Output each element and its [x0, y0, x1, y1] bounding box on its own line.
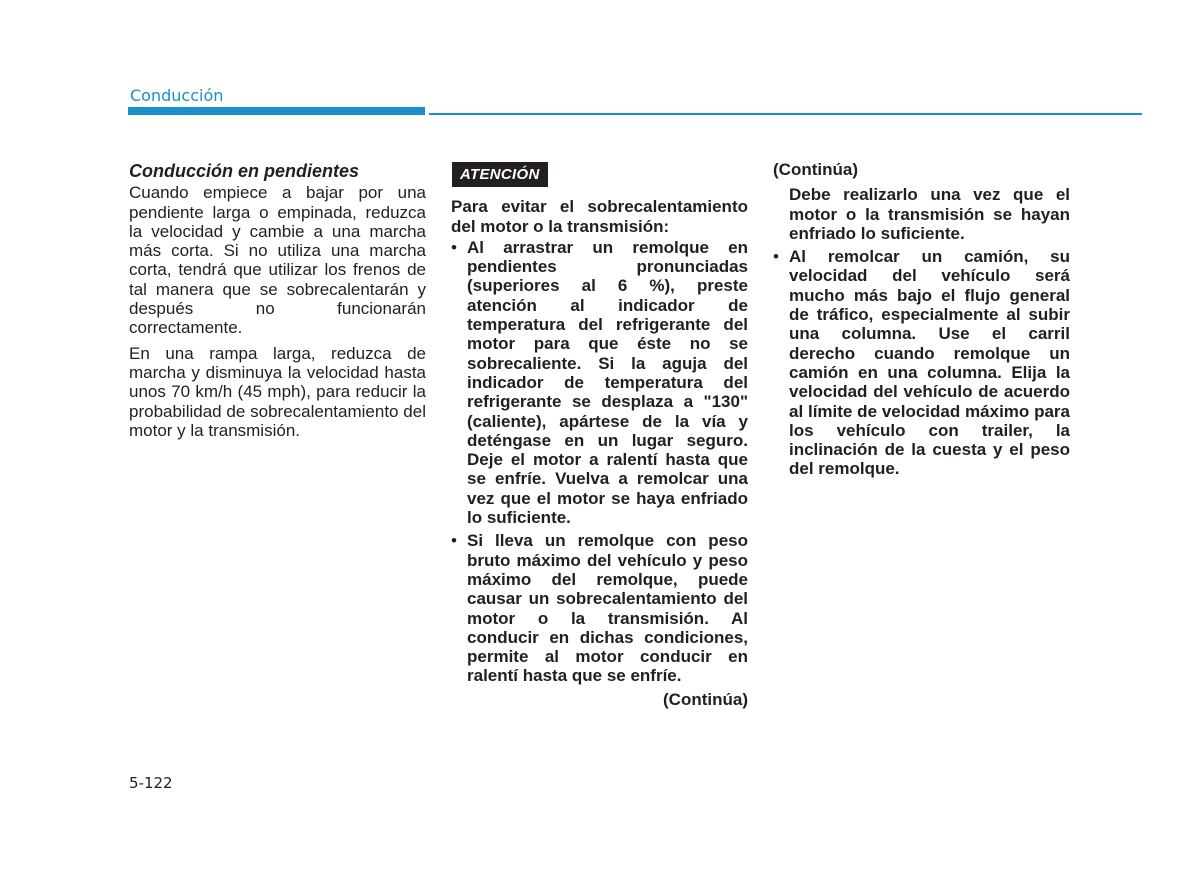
- list-item-text: Al arrastrar un remolque en pendientes pronunciadas (superiores al 6 %), preste atención al indicador de temperatura del refrigerante del motor para que éste no se sobrecaliente. Si la aguja del indicador de temperatura del refrigerante se desplaza a "130" (caliente), apártese de la vía y deténgase en un lugar seguro. Deje el motor a ralentí hasta que se enfríe. Vuelva a remolcar una vez que el motor se haya enfriado lo suficiente.: [467, 237, 748, 528]
- continued-marker: (Continúa): [663, 689, 748, 709]
- page-number: 5-122: [129, 774, 173, 792]
- bullet-icon: •: [773, 247, 779, 267]
- list-item: [451, 238, 748, 527]
- continued-text: Debe realizarlo una vez que el motor o la transmisión se hayan enfriado lo suficiente.: [789, 185, 1070, 243]
- attention-badge: ATENCIÓN: [452, 162, 548, 187]
- column-right: [773, 160, 1070, 483]
- attention-intro: Para evitar el sobrecalentamiento del motor o la transmisión:: [451, 197, 748, 236]
- list-item: [451, 531, 748, 685]
- paragraph: En una rampa larga, reduzca de marcha y disminuya la velocidad hasta unos 70 km/h (45 mph), para reducir la probabilidad de sobrecalentamiento del motor y la transmisión.: [129, 343, 426, 440]
- header-rule-thick: [128, 107, 425, 115]
- column-left: [129, 160, 426, 446]
- section-heading: Conducción en pendientes: [129, 161, 360, 181]
- column-middle: [451, 160, 748, 709]
- list-item: [773, 247, 1070, 479]
- list-item-text: Si lleva un remolque con peso bruto máximo del vehículo y peso máximo del remolque, puede causar un sobrecalentamiento del motor o la transmisión. Al conducir en dichas condiciones, permite al motor conducir en ralentí hasta que se enfríe.: [467, 531, 748, 686]
- header-rule-thin: [429, 113, 1142, 115]
- paragraph: Cuando empiece a bajar por una pendiente larga o empinada, reduzca la velocidad y cambie a una marcha más corta. Si no utiliza una marcha corta, tendrá que utilizar los frenos de tal manera que se sobrecalentarán y después no funcionarán correctamente.: [129, 183, 426, 338]
- list-item-text: Al remolcar un camión, su velocidad del vehículo será mucho más bajo el flujo general de tráfico, especialmente al subir una columna. Use el carril derecho cuando remolque un camión en una columna. Elija la velocidad del vehículo de acuerdo al límite de velocidad máximo para los vehículo con trailer, la inclinación de la cuesta y el peso del remolque.: [789, 247, 1070, 479]
- bullet-icon: •: [451, 531, 457, 551]
- continued-marker: (Continúa): [773, 160, 858, 179]
- section-header-title: Conducción: [130, 86, 224, 105]
- bullet-icon: •: [451, 237, 457, 257]
